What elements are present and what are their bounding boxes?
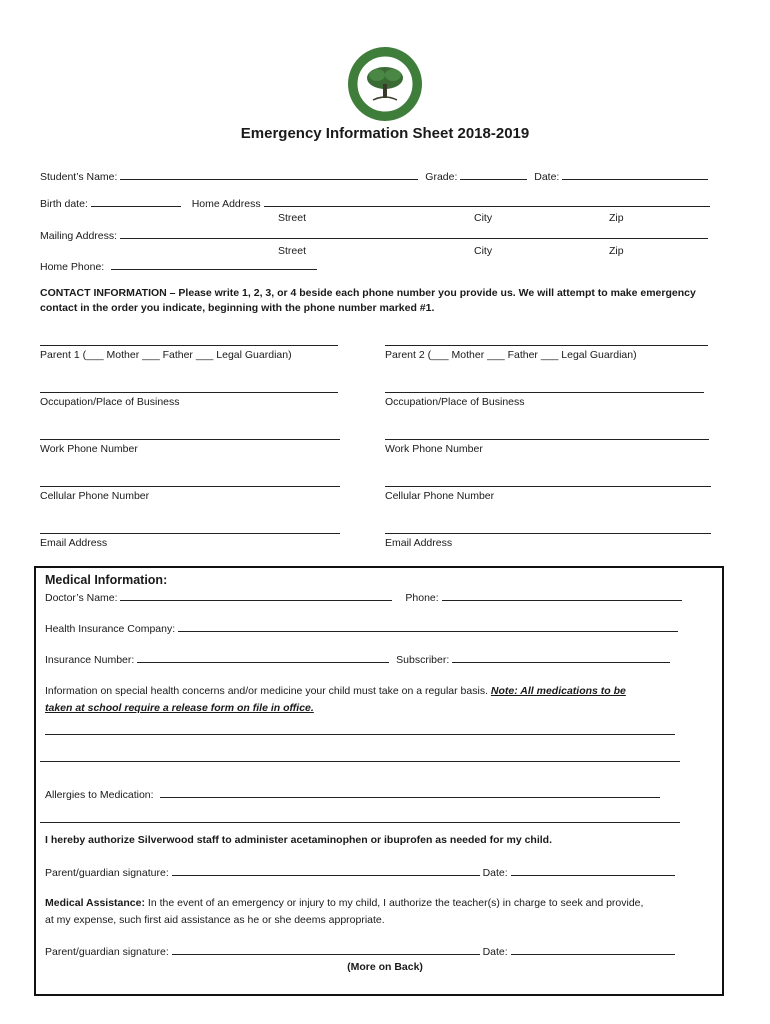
- date-label: Date:: [534, 171, 560, 183]
- parent2-cell-phone-field[interactable]: [385, 477, 711, 487]
- mailing-address-label: Mailing Address:: [40, 230, 118, 242]
- insurance-company-label: Health Insurance Company:: [45, 623, 176, 635]
- signature-date-field-2[interactable]: [511, 945, 675, 955]
- medical-assistance-text-2: at my expense, such first aid assistance as he or she deems appropriate.: [45, 914, 385, 926]
- authorize-statement: I hereby authorize Silverwood staff to administer acetaminophen or ibuprofen as needed for my child.: [45, 834, 553, 846]
- page-title: Emergency Information Sheet 2018-2019: [240, 125, 530, 142]
- signature-label-2: Parent/guardian signature:: [45, 946, 169, 958]
- parent1-occupation-field[interactable]: [40, 383, 338, 393]
- parent1-occupation-label: Occupation/Place of Business: [40, 396, 180, 408]
- mailing-city-hint: City: [474, 245, 493, 257]
- parent1-work-phone-label: Work Phone Number: [40, 443, 138, 455]
- home-phone-label: Home Phone:: [40, 261, 105, 273]
- parent2-email-field[interactable]: [385, 524, 711, 534]
- signature-label-1: Parent/guardian signature:: [45, 867, 169, 879]
- doctor-name-field[interactable]: [120, 591, 392, 601]
- doctor-name-label: Doctor’s Name:: [45, 592, 118, 604]
- doctor-phone-label: Phone:: [405, 592, 439, 604]
- date-field[interactable]: [562, 170, 708, 180]
- parent2-email-label: Email Address: [385, 537, 453, 549]
- grade-label: Grade:: [425, 171, 458, 183]
- parent2-work-phone-label: Work Phone Number: [385, 443, 483, 455]
- insurance-company-field[interactable]: [178, 622, 678, 632]
- signature-field-1[interactable]: [172, 866, 480, 876]
- special-info-text: Information on special health concerns and/or medicine your child must take on a regular basis.: [45, 685, 488, 697]
- contact-instructions-1: CONTACT INFORMATION – Please write 1, 2, 3, or 4 beside each phone number you provide us. We will attempt to make emergency: [40, 287, 696, 299]
- special-info-line-1[interactable]: [45, 725, 675, 735]
- parent1-cell-phone-field[interactable]: [40, 477, 340, 487]
- parent2-cell-phone-label: Cellular Phone Number: [385, 490, 495, 502]
- student-name-label: Student’s Name:: [40, 171, 118, 183]
- grade-field[interactable]: [460, 170, 527, 180]
- mailing-zip-hint: Zip: [609, 245, 624, 257]
- more-on-back: (More on Back): [347, 961, 423, 973]
- signature-date-label-2: Date:: [482, 946, 508, 958]
- parent1-name-field[interactable]: [40, 336, 338, 346]
- home-zip-hint: Zip: [609, 212, 624, 224]
- home-address-field[interactable]: [264, 197, 710, 207]
- parent2-name-field[interactable]: [385, 336, 708, 346]
- medical-assistance-text-1: In the event of an emergency or injury to my child, I authorize the teacher(s) in charge to seek and provide,: [145, 897, 644, 909]
- doctor-phone-field[interactable]: [442, 591, 682, 601]
- insurance-number-label: Insurance Number:: [45, 654, 135, 666]
- parent1-cell-phone-label: Cellular Phone Number: [40, 490, 150, 502]
- signature-date-label-1: Date:: [482, 867, 508, 879]
- home-street-hint: Street: [278, 212, 307, 224]
- special-info-line-2[interactable]: [40, 752, 680, 762]
- allergies-line-2[interactable]: [40, 813, 680, 823]
- student-name-field[interactable]: [120, 170, 418, 180]
- mailing-address-field[interactable]: [120, 229, 708, 239]
- home-address-label: Home Address: [191, 198, 261, 210]
- medical-heading: Medical Information:: [45, 573, 168, 587]
- parent2-occupation-field[interactable]: [385, 383, 704, 393]
- allergies-label: Allergies to Medication:: [45, 789, 154, 801]
- parent1-work-phone-field[interactable]: [40, 430, 340, 440]
- parent2-work-phone-field[interactable]: [385, 430, 709, 440]
- subscriber-field[interactable]: [452, 653, 670, 663]
- parent2-label: Parent 2 (___ Mother ___ Father ___ Legal Guardian): [385, 349, 637, 361]
- signature-date-field-1[interactable]: [511, 866, 675, 876]
- birth-date-label: Birth date:: [40, 198, 88, 210]
- mailing-street-hint: Street: [278, 245, 307, 257]
- contact-instructions-2: contact in the order you indicate, beginning with the phone number marked #1.: [40, 302, 435, 314]
- birth-date-field[interactable]: [91, 197, 181, 207]
- home-city-hint: City: [474, 212, 493, 224]
- allergies-field[interactable]: [160, 788, 660, 798]
- insurance-number-field[interactable]: [137, 653, 389, 663]
- home-phone-field[interactable]: [111, 260, 317, 270]
- medical-assistance-label: Medical Assistance:: [45, 897, 145, 909]
- parent2-occupation-label: Occupation/Place of Business: [385, 396, 525, 408]
- signature-field-2[interactable]: [172, 945, 480, 955]
- parent1-email-field[interactable]: [40, 524, 340, 534]
- medication-note-1: Note: All medications to be: [490, 685, 626, 697]
- parent1-email-label: Email Address: [40, 537, 108, 549]
- medication-note-2: taken at school require a release form on file in office.: [45, 702, 314, 714]
- parent1-label: Parent 1 (___ Mother ___ Father ___ Legal Guardian): [40, 349, 292, 361]
- school-logo: [347, 46, 423, 122]
- subscriber-label: Subscriber:: [396, 654, 450, 666]
